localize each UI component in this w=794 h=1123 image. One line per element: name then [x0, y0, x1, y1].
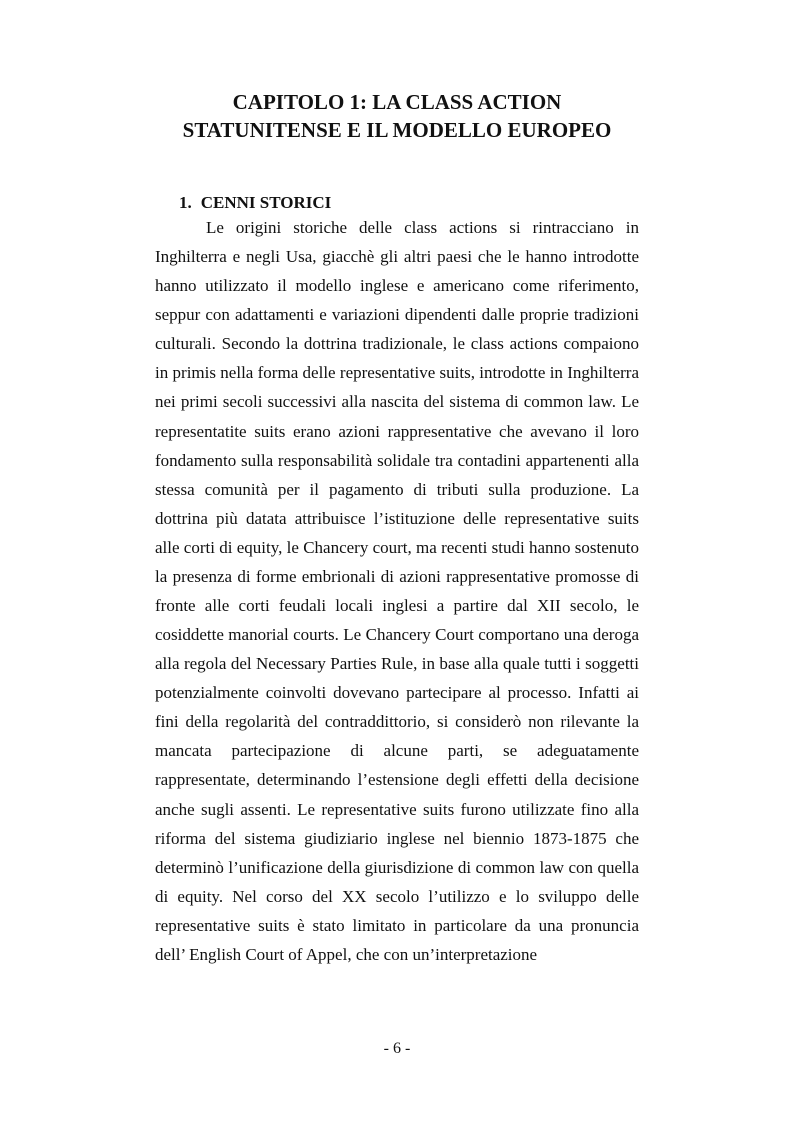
page-number: - 6 - [383, 1040, 411, 1057]
chapter-title-line-1: CAPITOLO 1: LA CLASS ACTION [232, 90, 562, 114]
body-text [155, 213, 639, 969]
chapter-title [0, 88, 794, 144]
body-paragraph: Le origini storiche delle class actions si rintracciano in Inghilterra e negli Usa, giacchè gli altri paesi che le hanno introdotte hanno utilizzato il modello inglese e americano come riferimento, seppur con adattamenti e variazioni dipendenti dalle proprie tradizioni culturali. Secondo la dottrina tradizionale, le class actions compaiono in primis nella forma delle representative suits, introdotte in Inghilterra nei primi secoli successivi alla nascita del sistema di common law. Le representatite suits erano azioni rappresentative che avevano il loro fondamento sulla responsabilità solidale tra contadini appartenenti alla stessa comunità per il pagamento di tributi sulla produzione. La dottrina più datata attribuisce l’istituzione delle representative suits alle corti di equity, le Chancery court, ma recenti studi hanno sostenuto la presenza di forme embrionali di azioni rappresentative promosse di fronte alle corti feudali locali inglesi a partire dal XII secolo, le cosiddette manorial courts. Le Chancery Court comportano una deroga alla regola del Necessary Parties Rule, in base alla quale tutti i soggetti potenzialmente coinvolti dovevano partecipare al processo. Infatti ai fini della regolarità del contraddittorio, si considerò non rilevante la mancata partecipazione di alcune parti, se adeguatamente rappresentate, determinando l’estensione degli effetti della decisione anche sugli assenti. Le representative suits furono utilizzate fino alla riforma del sistema giudiziario inglese nel biennio 1873-1875 che determinò l’unificazione della giurisdizione di common law con quella di equity. Nel corso del XX secolo l’utilizzo e lo sviluppo delle representative suits è stato limitato in particolare da una pronuncia dell’ English Court of Appel, che con un’interpretazione [155, 218, 639, 964]
section-heading [179, 191, 331, 215]
section-title: CENNI STORICI [200, 193, 332, 212]
section-number: 1. [179, 193, 192, 212]
chapter-title-line-2: STATUNITENSE E IL MODELLO EUROPEO [182, 118, 612, 142]
